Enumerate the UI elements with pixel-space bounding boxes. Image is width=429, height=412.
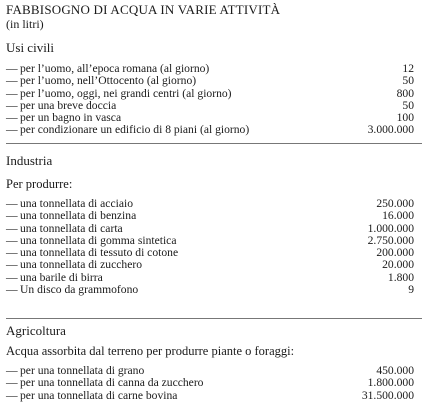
- item-label: una tonnellata di carta: [20, 221, 123, 235]
- page-subtitle: (in litri): [6, 17, 44, 31]
- list-agricoltura: [6, 365, 416, 402]
- dash-marker: —: [6, 221, 18, 235]
- section-intro-industria: Per produrre:: [6, 177, 73, 191]
- list-item: [6, 259, 416, 271]
- dash-marker: —: [6, 111, 18, 125]
- item-label: una tonnellata di gomma sintetica: [20, 233, 177, 247]
- item-label: per una tonnellata di canna da zucchero: [20, 376, 204, 390]
- item-label: Un disco da grammofono: [20, 283, 139, 297]
- item-value: 200.000: [376, 246, 414, 260]
- dash-marker: —: [6, 364, 18, 377]
- section-divider: [6, 318, 422, 319]
- item-label: per l’uomo, nell’Ottocento (al giorno): [20, 74, 197, 88]
- item-label: una tonnellata di benzina: [20, 209, 137, 223]
- section-heading-usi-civili: Usi civili: [6, 40, 55, 55]
- item-label: una barile di birra: [20, 270, 103, 284]
- item-value: 31.500.000: [361, 388, 414, 402]
- item-value: 800: [396, 86, 414, 100]
- dash-marker: —: [6, 86, 18, 100]
- item-value: 250.000: [376, 197, 414, 210]
- list-item: [6, 75, 416, 87]
- dash-marker: —: [6, 270, 18, 284]
- page-title: FABBISOGNO DI ACQUA IN VARIE ATTIVITÀ: [6, 2, 281, 17]
- list-industria: [6, 198, 416, 296]
- item-label: per un bagno in vasca: [20, 111, 122, 125]
- list-item: [6, 377, 416, 389]
- item-value: 1.800.000: [367, 376, 414, 390]
- dash-marker: —: [6, 258, 18, 272]
- dash-marker: —: [6, 98, 18, 112]
- item-label: per condizionare un edificio di 8 piani (al giorno): [20, 123, 250, 137]
- list-item: [6, 210, 416, 222]
- item-value: 1.800: [387, 270, 414, 284]
- item-label: per l’uomo, all’epoca romana (al giorno): [20, 62, 210, 75]
- dash-marker: —: [6, 283, 18, 297]
- item-label: per una tonnellata di grano: [20, 364, 145, 377]
- section-divider: [6, 143, 422, 144]
- item-value: 3.000.000: [367, 123, 414, 137]
- item-label: per l’uomo, oggi, nei grandi centri (al giorno): [20, 86, 232, 100]
- item-value: 450.000: [376, 364, 414, 377]
- list-item: [6, 284, 416, 296]
- section-heading-industria: Industria: [6, 153, 53, 168]
- item-label: per una breve doccia: [20, 98, 117, 112]
- dash-marker: —: [6, 74, 18, 88]
- list-item: [6, 124, 416, 136]
- dash-marker: —: [6, 209, 18, 223]
- section-intro-agricoltura: Acqua assorbita dal terreno per produrre piante o foraggi:: [6, 344, 295, 358]
- section-heading-agricoltura: Agricoltura: [6, 323, 66, 338]
- item-value: 100: [396, 111, 414, 125]
- item-label: una tonnellata di acciaio: [20, 197, 133, 210]
- item-value: 9: [408, 283, 414, 297]
- item-value: 1.000.000: [367, 221, 414, 235]
- dash-marker: —: [6, 246, 18, 260]
- item-value: 20.000: [382, 258, 414, 272]
- item-label: una tonnellata di zucchero: [20, 258, 143, 272]
- dash-marker: —: [6, 197, 18, 210]
- item-value: 12: [402, 62, 414, 75]
- item-value: 16.000: [382, 209, 414, 223]
- item-value: 2.750.000: [367, 233, 414, 247]
- dash-marker: —: [6, 388, 18, 402]
- list-usi-civili: [6, 63, 416, 137]
- item-label: per una tonnellata di carne bovina: [20, 388, 178, 402]
- dash-marker: —: [6, 62, 18, 75]
- dash-marker: —: [6, 233, 18, 247]
- dash-marker: —: [6, 123, 18, 137]
- item-label: una tonnellata di tessuto di cotone: [20, 246, 179, 260]
- item-value: 50: [402, 74, 414, 88]
- list-item: [6, 390, 416, 402]
- dash-marker: —: [6, 376, 18, 390]
- item-value: 50: [402, 98, 414, 112]
